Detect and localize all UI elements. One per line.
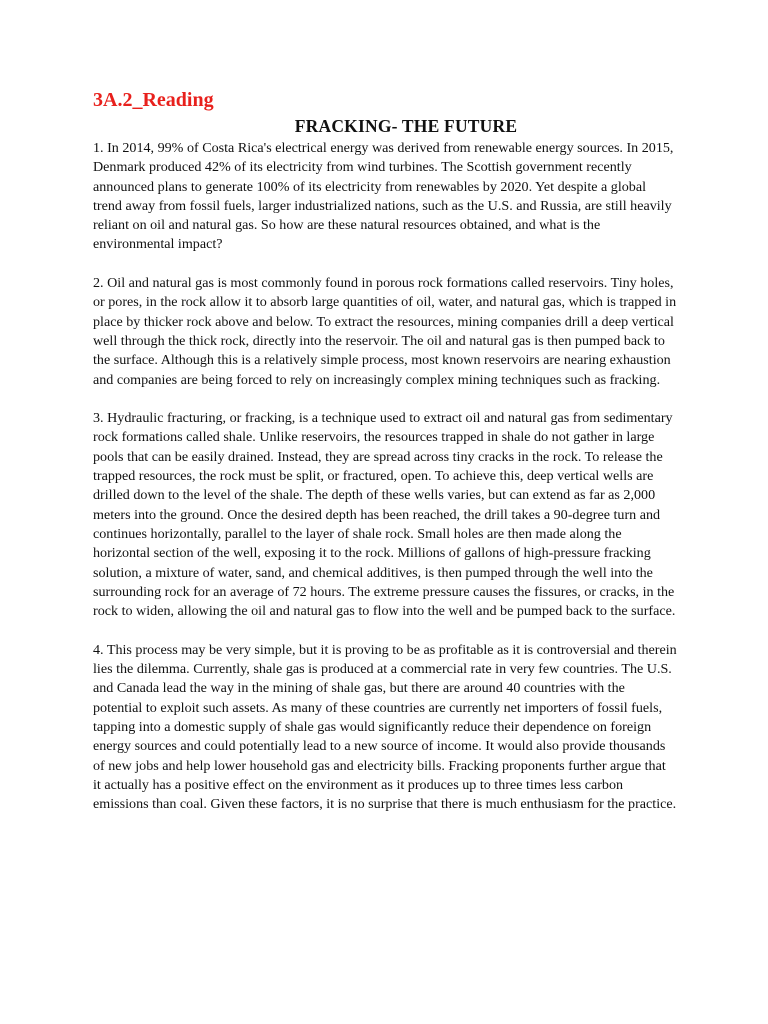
- paragraph-4: 4. This process may be very simple, but it is proving to be as profitable as it is controversial and therein lies the dilemma. Currently, shale gas is produced at a commercial rate in very few countries. The U.S. and Canada lead the way in the mining of shale gas, but there are around 40 countries with the potential to exploit such assets. As many of these countries are currently net importers of fossil fuels, tapping into a domestic supply of shale gas would significantly reduce their dependence on foreign energy sources and could potentially lead to a new source of income. It would also provide thousands of new jobs and help lower household gas and electricity bills. Fracking proponents further argue that it actually has a positive effect on the environment as it produces up to three times less carbon emissions than coal. Given these factors, it is no surprise that there is much enthusiasm for the practice.: [93, 641, 677, 813]
- section-label: 3A.2_Reading: [93, 89, 214, 111]
- paragraph-2: 2. Oil and natural gas is most commonly found in porous rock formations called reservoirs. Tiny holes, or pores, in the rock allow it to absorb large quantities of oil, water, and natural gas, which is trapped in place by thicker rock above and below. To extract the resources, mining companies drill a deep vertical well through the thick rock, directly into the reservoir. The oil and natural gas is then pumped back to the surface. Although this is a relatively simple process, most known reservoirs are nearing exhaustion and companies are being forced to rely on increasingly complex mining techniques such as fracking.: [93, 275, 677, 388]
- paragraph-3: 3. Hydraulic fracturing, or fracking, is a technique used to extract oil and natural gas from sedimentary rock formations called shale. Unlike reservoirs, the resources trapped in shale do not gather in large pools that can be easily drained. Instead, they are spread across tiny cracks in the rock. To release the trapped resources, the rock must be split, or fractured, open. To achieve this, deep vertical wells are drilled down to the level of the shale. The depth of these wells varies, but can extend as far as 2,000 meters into the ground. Once the desired depth has been reached, the drill takes a 90-degree turn and continues horizontally, parallel to the layer of shale rock. Small holes are then made along the horizontal section of the well, exposing it to the rock. Millions of gallons of high-pressure fracking solution, a mixture of water, sand, and chemical additives, is then pumped through the well into the surrounding rock for an average of 72 hours. The extreme pressure causes the fissures, or cracks, in the rock to widen, allowing the oil and natural gas to flow into the well and be pumped back to the surface.: [93, 410, 676, 620]
- paragraph-1: 1. In 2014, 99% of Costa Rica's electrical energy was derived from renewable energy sources. In 2015, Denmark produced 42% of its electricity from wind turbines. The Scottish government recently announced plans to generate 100% of its electricity from renewables by 2020. Yet despite a global trend away from fossil fuels, larger industrialized nations, such as the U.S. and Russia, are still heavily reliant on oil and natural gas. So how are these natural resources obtained, and what is the environmental impact?: [93, 140, 674, 253]
- document-body: [93, 139, 677, 834]
- document-title: FRACKING- THE FUTURE: [294, 116, 518, 136]
